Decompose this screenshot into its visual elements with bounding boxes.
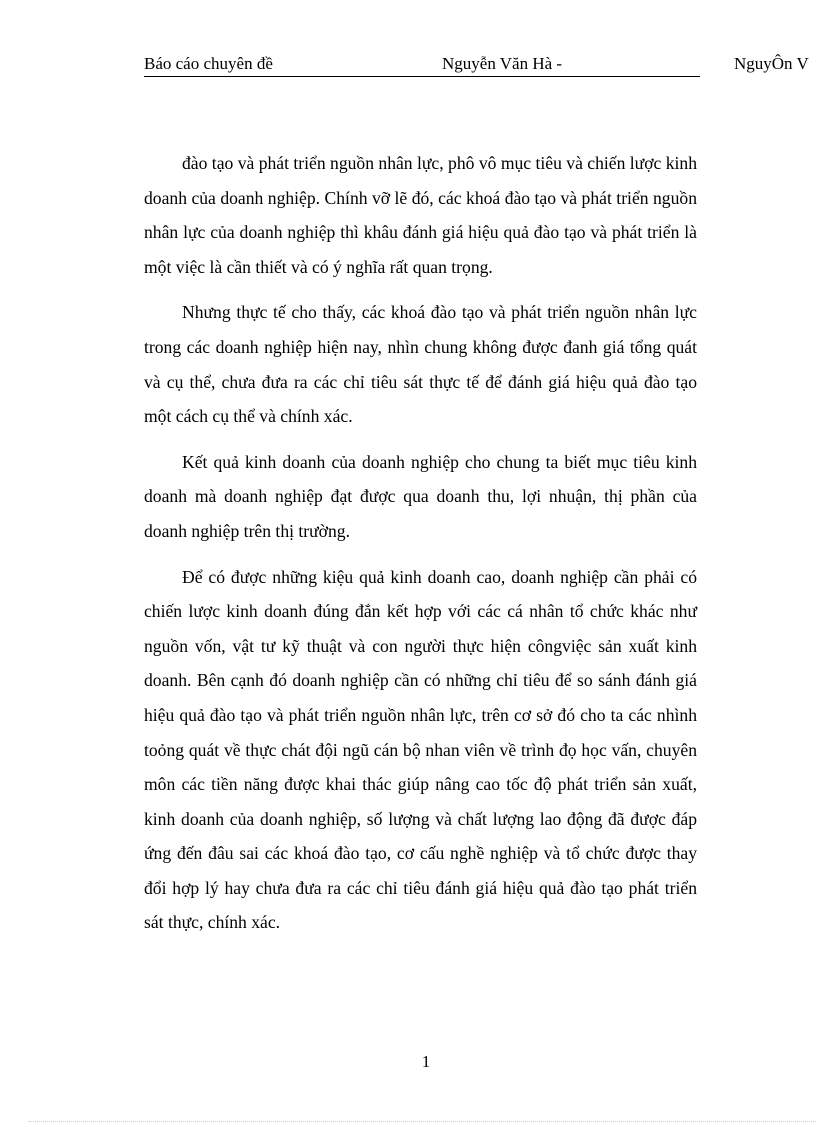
page-header [144, 52, 700, 77]
paragraph-2: Nhưng thực tế cho thấy, các khoá đào tạo và phát triển nguồn nhân lực trong các doanh nghiệp hiện nay, nhìn chung không được đanh giá tổng quát và cụ thể, chưa đưa ra các chỉ tiêu sát thực tế để đánh giá hiệu quả đào tạo một cách cụ thể và chính xác. [144, 302, 697, 427]
page-number: 1 [421, 1052, 431, 1071]
paragraph-1: đào tạo và phát triển nguồn nhân lực, phô vô mục tiêu và chiến lược kinh doanh của doanh nghiệp. Chính vỡ lẽ đó, các khoá đào tạo và phát triển nguồn nhân lực của doanh nghiệp thì khâu đánh giá hiệu quả đào tạo và phát triển là một việc là cần thiết và có ý nghĩa rất quan trọng. [144, 153, 698, 277]
header-report-title: Báo cáo chuyên đề [144, 54, 273, 73]
header-author-overflow: NguyÔn V [734, 54, 809, 73]
page-bottom-divider [28, 1121, 816, 1122]
paragraph-4: Để có được những kiệu quả kinh doanh cao, doanh nghiệp cần phải có chiến lược kinh doanh đúng đắn kết hợp với các cá nhân tổ chức khác như nguồn vốn, vật tư kỹ thuật và con người thực hiện côngviệc sản xuất kinh doanh. Bên cạnh đó doanh nghiệp cần có những chỉ tiêu để so sánh đánh giá hiệu quả đào tạo và phát triển nguồn nhân lực, trên cơ sở đó cho ta các nhình toỏng quát về thực chát đội ngũ cán bộ nhan viên về trình đọ học vấn, chuyên môn các tiền năng được khai thác giúp nâng cao tốc độ phát triển sản xuất, kinh doanh của doanh nghiệp, số lượng và chất lượng lao động đã được đáp ứng đến đâu sai các khoá đào tạo, cơ cấu nghề nghiệp và tổ chức được thay đổi hợp lý hay chưa đưa ra các chỉ tiêu đánh giá hiệu quả đào tạo phát triển sát thực, chính xác. [144, 566, 697, 933]
paragraph-3: Kết quả kinh doanh của doanh nghiệp cho chung ta biết mục tiêu kinh doanh mà doanh nghiệp đạt được qua doanh thu, lợi nhuận, thị phần của doanh nghiệp trên thị trường. [144, 451, 697, 541]
header-author-name: Nguyễn Văn Hà - [442, 54, 563, 73]
document-body [144, 146, 697, 951]
